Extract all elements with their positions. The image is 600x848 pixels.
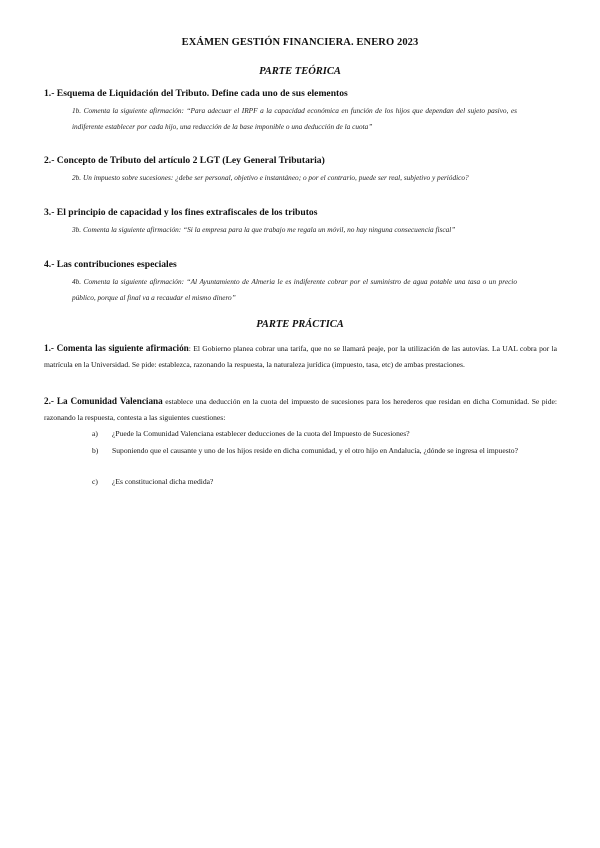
practice-heading: PARTE PRÁCTICA — [256, 319, 344, 330]
practice-question-2-body: establece una deducción en la cuota del impuesto de sucesiones para los herederos que residan en dicha Comunidad. Se pide: razonando la respuesta, contesta a las siguientes cuestiones: — [44, 397, 557, 422]
theory-subquestion-1: 1b. Comenta la siguiente afirmación: “Para adecuar el IRPF a la capacidad económica en función de los hijos que dependan del sujeto pasivo, es indiferente establecer por cada hijo, una reducción de la base imponible o una deducción de la cuota” — [72, 106, 517, 131]
theory-subquestion-3: 3b. Comenta la siguiente afirmación: “Si la empresa para la que trabajo me regala un móvil, no hay ninguna consecuencia fiscal” — [72, 225, 456, 234]
practice-question-1 — [44, 340, 557, 373]
theory-question-3: 3.- El principio de capacidad y los fines extrafiscales de los tributos — [44, 207, 318, 218]
theory-subquestion-4: 4b. Comenta la siguiente afirmación: “Al Ayuntamiento de Almeria le es indiferente cobrar por el suministro de agua potable una tasa o un precio público, porque al final va a recaudar el mismo dinero” — [72, 277, 517, 302]
theory-heading: PARTE TEÓRICA — [259, 66, 341, 77]
option-c-text: ¿Es constitucional dicha medida? — [112, 477, 214, 486]
practice-question-1-body: : El Gobierno planea cobrar una tarifa, que no se llamará peaje, por la utilización de las autovías. La UAL cobra por la matrícula en la Universidad. Se pide: establezca, razonando la respuesta, la naturaleza jurídica (impuesto, tasa, etc) de ambas prestaciones. — [44, 344, 557, 369]
practice-question-2 — [44, 393, 557, 426]
theory-question-2: 2.- Concepto de Tributo del artículo 2 LGT (Ley General Tributaria) — [44, 155, 325, 166]
option-b-letter: b) — [92, 446, 99, 455]
option-a-letter: a) — [92, 429, 98, 438]
theory-subquestion-2: 2b. Un impuesto sobre sucesiones: ¿debe ser personal, objetivo e instantáneo; o por el contrario, puede ser real, subjetivo y periódico? — [72, 173, 469, 182]
option-a-text: ¿Puede la Comunidad Valenciana establecer deducciones de la cuota del Impuesto de Sucesiones? — [112, 429, 410, 438]
practice-question-1-lead: 1.- Comenta las siguiente afirmación — [44, 343, 189, 353]
practice-question-2-lead: 2.- La Comunidad Valenciana — [44, 396, 163, 406]
theory-question-1: 1.- Esquema de Liquidación del Tributo. Define cada uno de sus elementos — [44, 88, 348, 99]
exam-title: EXÁMEN GESTIÓN FINANCIERA. ENERO 2023 — [181, 37, 419, 48]
theory-question-4: 4.- Las contribuciones especiales — [44, 259, 177, 270]
option-c-letter: c) — [92, 477, 98, 486]
option-b-text: Suponiendo que el causante y uno de los hijos reside en dicha comunidad, y el otro hijo en Andalucía, ¿dónde se ingresa el impuesto? — [112, 446, 518, 455]
